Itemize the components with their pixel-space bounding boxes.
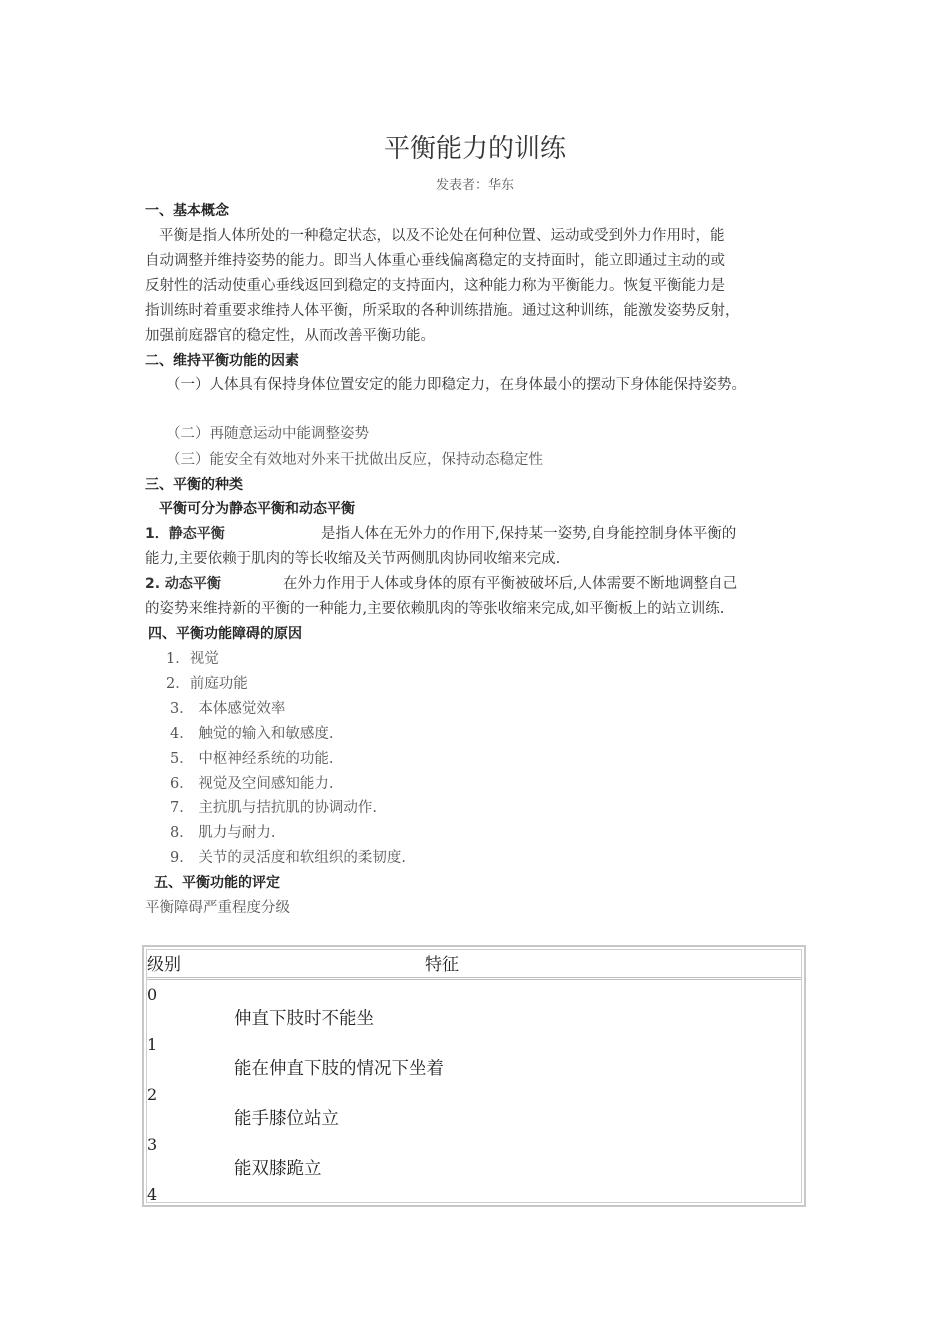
static-balance-text: 是指人体在无外力的作用下,保持某一姿势,自身能控制身体平衡的 bbox=[321, 526, 737, 542]
static-balance-text-cont: 能力,主要依赖于肌肉的等长收缩及关节两侧肌肉协同收缩来完成. bbox=[145, 551, 561, 567]
types-intro: 平衡可分为静态平衡和动态平衡 bbox=[159, 501, 355, 517]
grade-number: 2 bbox=[147, 1085, 158, 1104]
factor-item: （一）人体具有保持身体位置安定的能力即稳定力，在身体最小的摆动下身体能保持姿势。 bbox=[166, 377, 746, 393]
paragraph-line: 自动调整并维持姿势的能力。即当人体重心垂线偏离稳定的支持面时，能立即通过主动的或 bbox=[145, 253, 725, 269]
grade-table-header bbox=[147, 950, 801, 980]
header-grade: 级别 bbox=[147, 955, 181, 975]
static-balance-line bbox=[145, 524, 736, 544]
paragraph-line: 指训练时着重要求维持人体平衡，所采取的各种训练措施。通过这种训练，能激发姿势反射， bbox=[145, 303, 740, 319]
cause-item: 5． 中枢神经系统的功能. bbox=[170, 751, 334, 767]
author-line bbox=[0, 176, 950, 196]
cause-item: 3． 本体感觉效率 bbox=[170, 701, 286, 717]
cause-item: 4． 触觉的输入和敏感度. bbox=[170, 726, 334, 742]
paragraph-line: 反射性的活动使重心垂线返回到稳定的支持面内，这种能力称为平衡能力。恢复平衡能力是 bbox=[145, 278, 725, 294]
header-feature: 特征 bbox=[425, 955, 459, 975]
section-heading-factors: 二、维持平衡功能的因素 bbox=[145, 353, 299, 369]
cause-item: 1．视觉 bbox=[166, 651, 219, 667]
dynamic-balance-text-cont: 的姿势来维持新的平衡的一种能力,主要依赖肌肉的等张收缩来完成,如平衡板上的站立训练. bbox=[145, 601, 725, 617]
author-name: 华东 bbox=[488, 178, 515, 193]
cause-item: 2．前庭功能 bbox=[166, 676, 248, 692]
grade-description: 能在伸直下肢的情况下坐着 bbox=[234, 1059, 444, 1079]
section-heading-causes: 四、平衡功能障碍的原因 bbox=[148, 626, 302, 642]
cause-item: 8． 肌力与耐力. bbox=[170, 825, 276, 841]
grade-number: 0 bbox=[147, 985, 158, 1004]
cause-item: 9． 关节的灵活度和软组织的柔韧度. bbox=[170, 850, 406, 866]
grade-number: 4 bbox=[147, 1185, 158, 1204]
grading-subtitle: 平衡障碍严重程度分级 bbox=[145, 900, 290, 916]
paragraph-line: 加强前庭器官的稳定性，从而改善平衡功能。 bbox=[145, 328, 435, 344]
dynamic-balance-text: 在外力作用于人体或身体的原有平衡被破坏后,人体需要不断地调整自己 bbox=[283, 576, 738, 592]
page-title: 平衡能力的训练 bbox=[383, 134, 566, 164]
grade-description: 伸直下肢时不能坐 bbox=[234, 1009, 374, 1029]
grade-description: 能手膝位站立 bbox=[234, 1109, 339, 1129]
grade-table-inner bbox=[146, 949, 802, 1203]
grade-number: 3 bbox=[147, 1135, 158, 1154]
factor-item: （三）能安全有效地对外来干扰做出反应，保持动态稳定性 bbox=[166, 452, 543, 468]
cause-item: 6． 视觉及空间感知能力. bbox=[170, 776, 334, 792]
section-heading-types: 三、平衡的种类 bbox=[145, 477, 243, 493]
grade-number: 1 bbox=[147, 1035, 158, 1054]
cause-item: 7． 主抗肌与拮抗肌的协调动作. bbox=[170, 800, 377, 816]
section-heading-assessment: 五、平衡功能的评定 bbox=[154, 875, 280, 891]
paragraph-line: 平衡是指人体所处的一种稳定状态，以及不论处在何种位置、运动或受到外力作用时，能 bbox=[159, 228, 725, 244]
grade-description: 能双膝跪立 bbox=[234, 1159, 322, 1179]
static-balance-label: 1．静态平衡 bbox=[145, 526, 225, 542]
factor-item: （二）再随意运动中能调整姿势 bbox=[166, 426, 369, 442]
dynamic-balance-line bbox=[145, 574, 737, 594]
grade-table bbox=[142, 945, 806, 1207]
dynamic-balance-label: 2. 动态平衡 bbox=[145, 576, 221, 592]
author-label: 发表者： bbox=[435, 178, 488, 193]
section-heading-basic-concept: 一、基本概念 bbox=[145, 203, 229, 219]
